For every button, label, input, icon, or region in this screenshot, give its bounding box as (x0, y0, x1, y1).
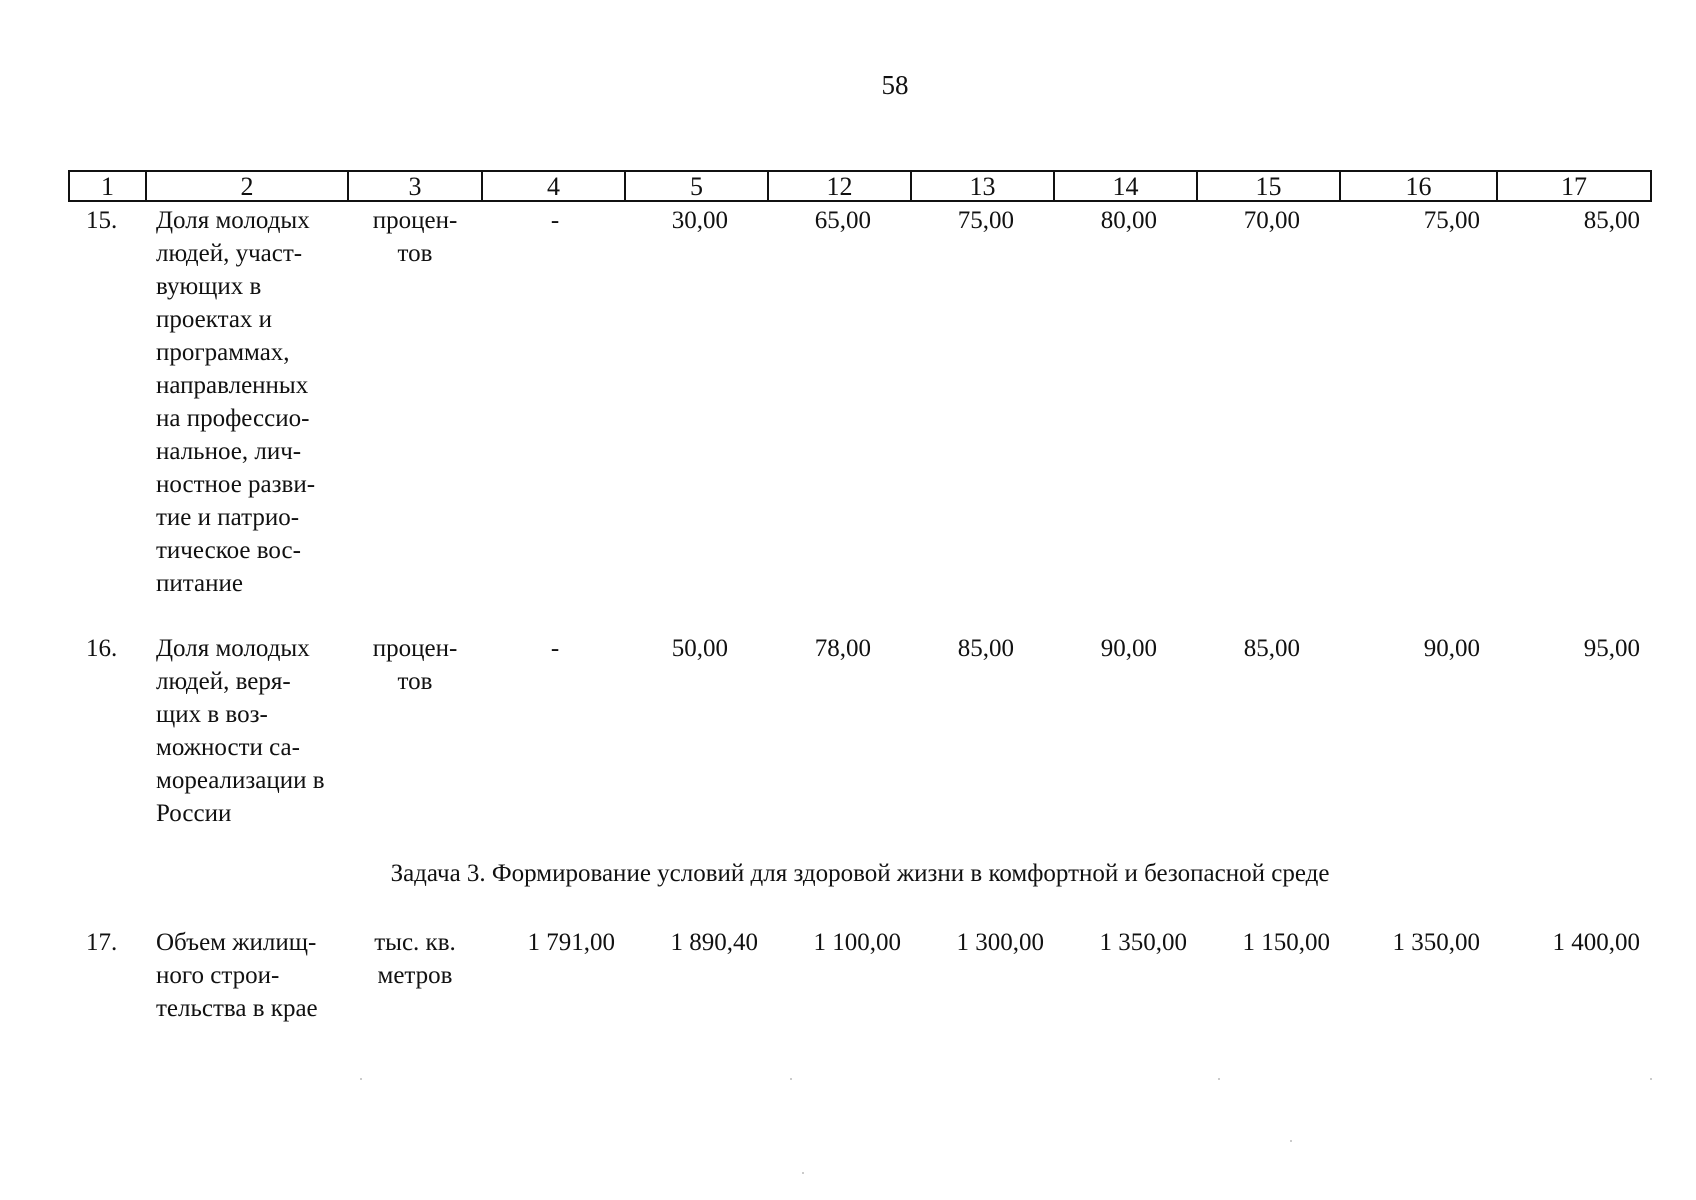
task-heading: Задача 3. Формирование условий для здоровой жизни в комфортной и безопасной среде (390, 860, 1330, 887)
value-col-13: 85,00 (957, 635, 1014, 662)
column-header-2: 2 (145, 170, 349, 202)
page-number: 58 (881, 70, 909, 100)
value-col-12: 65,00 (814, 207, 871, 234)
scan-speck (1650, 1078, 1652, 1080)
column-header-15: 15 (1196, 170, 1341, 202)
value-col-14: 1 350,00 (1099, 929, 1187, 956)
value-col-16: 75,00 (1423, 207, 1480, 234)
value-col-14: 80,00 (1100, 207, 1157, 234)
scan-speck (1218, 1078, 1220, 1080)
value-col-13: 75,00 (957, 207, 1014, 234)
unit-of-measure: процен- тов (372, 207, 458, 267)
value-col-5: 1 890,40 (670, 929, 758, 956)
column-header-1: 1 (68, 170, 147, 202)
value-col-12: 78,00 (814, 635, 871, 662)
value-col-15: 1 150,00 (1242, 929, 1330, 956)
value-col-17: 95,00 (1583, 635, 1640, 662)
row-number: 15. (86, 207, 118, 234)
unit-of-measure: процен- тов (372, 635, 458, 695)
value-col-15: 70,00 (1243, 207, 1300, 234)
column-header-14: 14 (1053, 170, 1198, 202)
column-header-5: 5 (624, 170, 769, 202)
row-number: 17. (86, 929, 118, 956)
indicator-name: Доля молодых людей, участ- вующих в проектах и программах, направленных на профессио- нальное, лич- ностное разви- тие и патрио- тическое вос- питание (156, 207, 316, 597)
value-col-5: 50,00 (671, 635, 728, 662)
column-header-3: 3 (347, 170, 483, 202)
scan-speck (790, 1078, 792, 1080)
value-col-14: 90,00 (1100, 635, 1157, 662)
indicator-name: Объем жилищ- ного строи- тельства в крае (156, 929, 318, 1022)
base-value: 1 791,00 (527, 929, 615, 956)
column-header-17: 17 (1496, 170, 1652, 202)
indicator-name: Доля молодых людей, веря- щих в воз- можности са- мореализации в России (156, 635, 325, 827)
value-col-5: 30,00 (671, 207, 728, 234)
scan-speck (802, 1172, 804, 1174)
value-col-15: 85,00 (1243, 635, 1300, 662)
column-header-12: 12 (767, 170, 912, 202)
value-col-17: 85,00 (1583, 207, 1640, 234)
scan-speck (1290, 1140, 1292, 1142)
base-value: - (550, 207, 560, 234)
value-col-13: 1 300,00 (956, 929, 1044, 956)
scan-speck (360, 1078, 362, 1080)
value-col-16: 1 350,00 (1392, 929, 1480, 956)
row-number: 16. (86, 635, 118, 662)
column-header-4: 4 (481, 170, 626, 202)
base-value: - (550, 635, 560, 662)
unit-of-measure: тыс. кв. метров (374, 929, 456, 989)
value-col-17: 1 400,00 (1552, 929, 1640, 956)
value-col-16: 90,00 (1423, 635, 1480, 662)
column-header-13: 13 (910, 170, 1055, 202)
column-header-16: 16 (1339, 170, 1498, 202)
value-col-12: 1 100,00 (813, 929, 901, 956)
